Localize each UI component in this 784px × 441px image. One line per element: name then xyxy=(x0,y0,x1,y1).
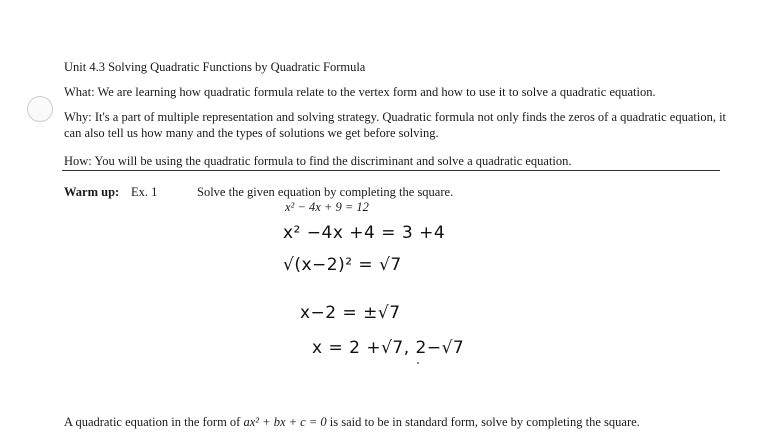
standard-form-formula: ax² + bx + c = 0 xyxy=(243,415,327,429)
handwritten-step-2: √(x−2)² = √7 xyxy=(283,255,402,275)
what-statement: What: We are learning how quadratic formula relate to the vertex form and how to use it to solve a quadratic equation. xyxy=(64,85,656,99)
section-divider xyxy=(62,170,720,171)
handwritten-step-3: x−2 = ±√7 xyxy=(300,303,401,323)
how-statement: How: You will be using the quadratic formula to find the discriminant and solve a quadratic equation. xyxy=(64,154,572,168)
standard-form-text-after: is said to be in standard form, solve by completing the square. xyxy=(329,415,640,429)
handwritten-step-4: x = 2 +√7, 2−√7 xyxy=(312,338,465,358)
binder-hole xyxy=(27,96,53,122)
standard-form-statement xyxy=(64,414,640,430)
warmup-equation: x² − 4x + 9 = 12 xyxy=(285,200,369,214)
why-statement: Why: It's a part of multiple representation and solving strategy. Quadratic formula not only finds the zeros of a quadratic equation, it can also tell us how many and the types of solutions we get before solving. xyxy=(64,110,727,140)
handwritten-step-1: x² −4x +4 = 3 +4 xyxy=(283,223,446,243)
example-label: Ex. 1 xyxy=(131,185,158,199)
unit-title: Unit 4.3 Solving Quadratic Functions by Quadratic Formula xyxy=(64,60,366,74)
standard-form-text-before: A quadratic equation in the form of xyxy=(64,415,241,429)
stray-mark xyxy=(417,362,419,364)
warmup-label: Warm up: xyxy=(64,185,120,199)
warmup-instruction: Solve the given equation by completing the square. xyxy=(197,185,454,199)
